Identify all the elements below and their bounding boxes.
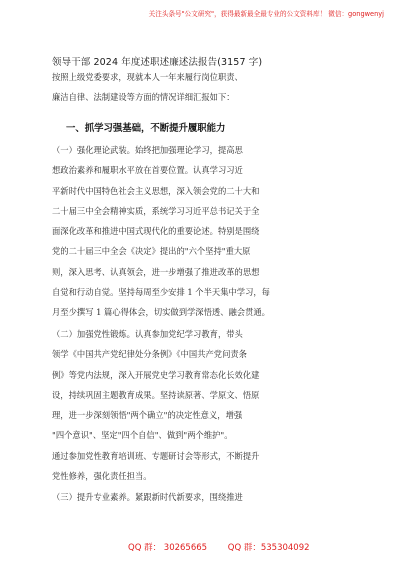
text-line: 廉洁自律、法制建设等方面的情况详细汇报如下：	[52, 92, 235, 103]
qq-group-2: QQ 群：535304092	[227, 543, 310, 553]
text-line: 则，深入思考、认真领会，进一步增强了推进改革的思想	[52, 266, 260, 277]
text-line: 通过参加党性教育培训班、专题研讨会等形式，不断提升	[52, 450, 260, 461]
text-line: 设，持续巩固主题教育成果。坚持读原著、学原文、悟原	[52, 389, 260, 400]
text-line: "四个意识"、坚定"四个自信"、做到"两个维护"。	[52, 430, 233, 441]
text-line: （一）强化理论武装。始终把加强理论学习，提高思	[52, 145, 243, 155]
qq-group-1: QQ 群： 30265665	[128, 543, 208, 553]
text-line: 理，进一步深刻领悟"两个确立"的决定性意义，增强	[52, 410, 243, 421]
document-title: 领导干部 2024 年度述职述廉述法报告(3157 字)	[52, 57, 263, 68]
paragraph-party-spirit	[52, 324, 358, 486]
paragraph-professional	[52, 487, 358, 507]
text-line: 按照上级党委要求，现就本人一年来履行岗位职责、	[52, 72, 243, 82]
paragraph-theory	[52, 140, 358, 323]
text-line: 自觉和行动自觉。坚持每周至少安排 1 个半天集中学习，每	[52, 287, 270, 298]
text-line: 月至少撰写 1 篇心得体会，切实做到学深悟透、融会贯通。	[52, 307, 270, 318]
text-line: 平新时代中国特色社会主义思想，深入领会党的二十大和	[52, 185, 260, 196]
text-line: （三）提升专业素养。紧跟新时代新要求，围绕推进	[52, 492, 243, 502]
promo-banner: 关注头条号"公文研究"，获得最新最全最专业的公文资料库！ 微信：gongwenyj	[148, 10, 384, 18]
text-line: 党性修养，强化责任担当。	[52, 471, 152, 482]
footer-contact	[128, 541, 328, 553]
text-line: 党的二十届三中全会《决定》提出的"六个坚持"重大原	[52, 246, 251, 257]
text-line: 想政治素养和履职水平放在首要位置。认真学习习近	[52, 165, 243, 176]
text-line: 面深化改革和推进中国式现代化的重要论述。特别是围绕	[52, 226, 260, 237]
text-line: （二）加强党性锻炼。认真参加党纪学习教育，带头	[52, 329, 243, 339]
section-heading: 一、抓学习强基础，不断提升履职能力	[66, 123, 226, 134]
text-line: 例》等党内法规，深入开展党史学习教育常态化长效化建	[52, 369, 260, 380]
intro-paragraph	[52, 67, 358, 108]
text-line: 二十届三中全会精神实质，系统学习习近平总书记关于全	[52, 205, 260, 216]
text-line: 领学《中国共产党纪律处分条例》《中国共产党问责条	[52, 349, 247, 360]
